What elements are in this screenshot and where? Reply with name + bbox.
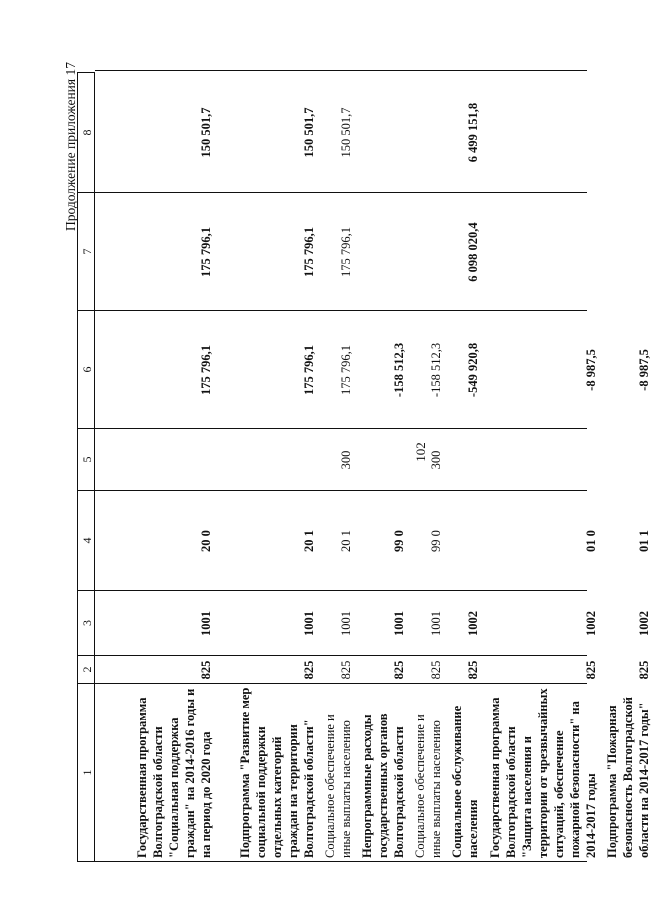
table-row [99, 72, 214, 862]
row-col-3: 1001 [199, 611, 213, 636]
table-row [604, 72, 652, 862]
row-col-6: 175 796,1 [302, 345, 316, 395]
row-col-4: 20 1 [339, 530, 353, 552]
row-col-6: 175 796,1 [339, 345, 353, 395]
row-col-2: 825 [429, 660, 443, 680]
row-col-6: 175 796,1 [199, 345, 213, 395]
row-name: Социальное обслуживание населения [450, 705, 480, 858]
row-name: Государственная программа Волгоградской области "Защита населения и территории от чрезвычайных ситуаций, обеспечение пожарной безопасности" на 2014-2017 годы [488, 688, 598, 858]
header-col-4: 4 [77, 491, 95, 591]
row-col-3: 1002 [637, 611, 651, 636]
row-col-2: 825 [339, 660, 353, 680]
table-row [486, 72, 599, 862]
row-col-4: 99 0 [392, 530, 406, 552]
table-row [219, 72, 317, 862]
row-col-2: 825 [637, 660, 651, 680]
row-name: Подпрограмма "Развитие мер социальной поддержки отдельных категорий граждан на территории Волгоградской области" [238, 687, 316, 858]
row-name: Социальное обеспечение и иные выплаты населению [323, 714, 353, 858]
row-col-5: 300 [339, 450, 353, 470]
row-col-7: 175 796,1 [199, 227, 213, 277]
row-col-4: 20 0 [199, 530, 213, 552]
row-name: Государственная программа Волгоградской области "Социальная поддержка граждан" на 2014-2016 годы и на период до 2020 года [135, 688, 213, 858]
row-col-5: 300 [429, 450, 443, 470]
row-col-2: 825 [302, 660, 316, 680]
row-col-6: -8 987,5 [584, 349, 598, 391]
table-row [322, 72, 354, 862]
row-col-3: 1001 [429, 611, 443, 636]
row-col-4: 01 0 [584, 530, 598, 552]
row-name: Непрограммные расходы государственных органов Волгоградской области [360, 713, 406, 858]
budget-table [77, 72, 651, 862]
row-col-7: 6 098 020,4 [466, 222, 480, 282]
row-name: Социальное обеспечение и иные выплаты населению [413, 714, 443, 858]
row-col-3: 1002 [466, 611, 480, 636]
table-row [449, 72, 481, 862]
header-col-5: 5 [77, 429, 95, 491]
header-col-8: 8 [77, 72, 95, 193]
appendix-caption: Продолжение приложения 17 [63, 62, 78, 232]
row-col-8: 150 501,7 [199, 107, 213, 158]
row-col-2: 825 [584, 660, 598, 680]
table-row [412, 72, 444, 862]
header-col-7: 7 [77, 193, 95, 311]
row-col-4: 20 1 [302, 530, 316, 552]
row-col-4: 99 0 [429, 530, 443, 552]
table-row [359, 72, 407, 862]
row-col-6: -549 920,8 [466, 342, 480, 398]
header-col-3: 3 [77, 591, 95, 656]
row-col-2: 825 [466, 660, 480, 680]
rotated-table-sheet [62, 62, 651, 862]
row-col-6: -8 987,5 [637, 349, 651, 391]
header-col-1: 1 [77, 684, 95, 862]
header-col-2: 2 [77, 656, 95, 684]
row-name: Подпрограмма "Пожарная безопасность Волгоградской области на 2014-2017 годы" [605, 697, 651, 858]
row-col-8: 150 501,7 [302, 107, 316, 158]
page-number: 102 [413, 442, 428, 462]
row-col-2: 825 [392, 660, 406, 680]
row-col-3: 1001 [302, 611, 316, 636]
row-col-3: 1001 [339, 611, 353, 636]
row-col-2: 825 [199, 660, 213, 680]
row-col-7: 175 796,1 [302, 227, 316, 277]
header-col-6: 6 [77, 311, 95, 429]
row-col-8: 6 499 151,8 [466, 102, 480, 163]
row-col-6: -158 512,3 [392, 342, 406, 398]
row-col-3: 1001 [392, 611, 406, 636]
row-col-3: 1002 [584, 611, 598, 636]
row-col-8: 150 501,7 [339, 107, 353, 158]
row-col-4: 01 1 [637, 530, 651, 552]
row-col-7: 175 796,1 [339, 227, 353, 277]
row-col-6: -158 512,3 [429, 342, 443, 398]
